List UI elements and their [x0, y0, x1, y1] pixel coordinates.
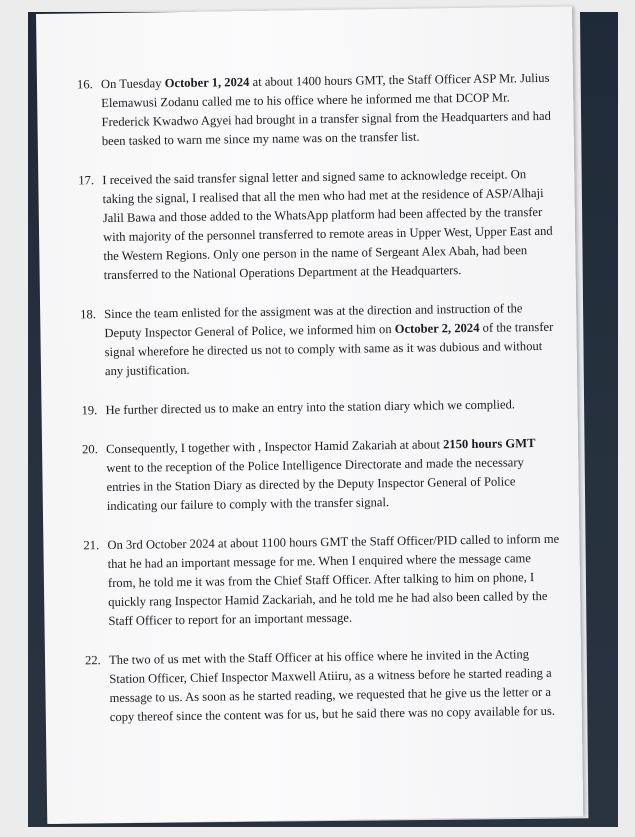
- paragraph-20: [81, 434, 559, 517]
- paragraph-17: [78, 165, 556, 286]
- paragraph-21: [83, 530, 560, 632]
- text-segment: I received the said transfer signal letter and signed same to acknowledge receipt. On taking the signal, I realised that all the men who had met at the residence of ASP/Alhaji Jalil Bawa and those added to the WhatsApp platform had been affected by the transfer with majority of the personnel transferred to remote areas in Upper West, Upper East and the Western Regions. Only one person in the name of Sergeant Alex Abah, had been transferred to the National Operations Department at the Headquarters.: [102, 167, 553, 283]
- text-segment: Consequently, I together with , Inspector Hamid Zakariah at about: [105, 437, 444, 457]
- text-segment: at about 1400 hours GMT, the Staff Officer ASP Mr. Julius Elemawusi Zodanu called me to his office where he informed me that DCOP Mr. Frederick Kwadwo Agyei had brought in a transfer signal from the Headquarters and had been tasked to warn me since my name was on the transfer list.: [101, 70, 551, 149]
- text-segment: went to the reception of the Police Intelligence Directorate and made the necessary entries in the Station Diary as directed by the Deputy Inspector General of Police indicating our failure to comply with the transfer signal.: [106, 455, 524, 514]
- paragraph-number: 20.: [81, 442, 98, 457]
- paragraph-number: 21.: [83, 538, 100, 553]
- document-body: [76, 69, 562, 748]
- text-segment: The two of us met with the Staff Officer at his office where he invited in the Acting Station Officer, Chief Inspector Maxwell Atiiru, as a witness before he started reading a message to us. As soon as he started reading, we requested that he give us the letter or a copy thereof since the content was for us, but he said there was no copy available for us.: [108, 647, 556, 725]
- paragraph-number: 17.: [78, 173, 95, 188]
- document-page: [36, 7, 583, 824]
- paragraph-number: 18.: [80, 307, 97, 322]
- paragraph-number: 22.: [84, 653, 101, 668]
- date-highlight: October 2, 2024: [394, 320, 480, 337]
- text-segment: Since the team enlisted for the assigment was at the direction and instruction of the Deputy Inspector General of Police, we informed him on: [104, 301, 523, 341]
- paragraph-18: [80, 299, 557, 382]
- text-segment: He further directed us to make an entry into the station diary which we complied.: [105, 397, 516, 418]
- paragraph-number: 19.: [81, 403, 98, 418]
- text-segment: On Tuesday: [100, 76, 165, 92]
- paragraph-number: 16.: [76, 77, 93, 92]
- text-segment: of the transfer signal wherefore he directed us not to comply with same as it was dubious and without any justification.: [104, 319, 554, 379]
- paragraph-16: [76, 69, 554, 152]
- date-highlight: October 1, 2024: [164, 75, 250, 91]
- text-segment: On 3rd October 2024 at about 1100 hours GMT the Staff Officer/PID called to inform me that he had an important message for me. When I enquired where the message came from, he told me it was from the Chief Staff Officer. After talking to him on phone, I quickly rang Inspector Hamid Zackariah, and he told me he had also been called by the Staff Officer to report for an important message.: [107, 531, 560, 629]
- time-highlight: 2150 hours GMT: [442, 436, 536, 452]
- paragraph-19: [81, 395, 557, 421]
- paragraph-22: [84, 645, 562, 728]
